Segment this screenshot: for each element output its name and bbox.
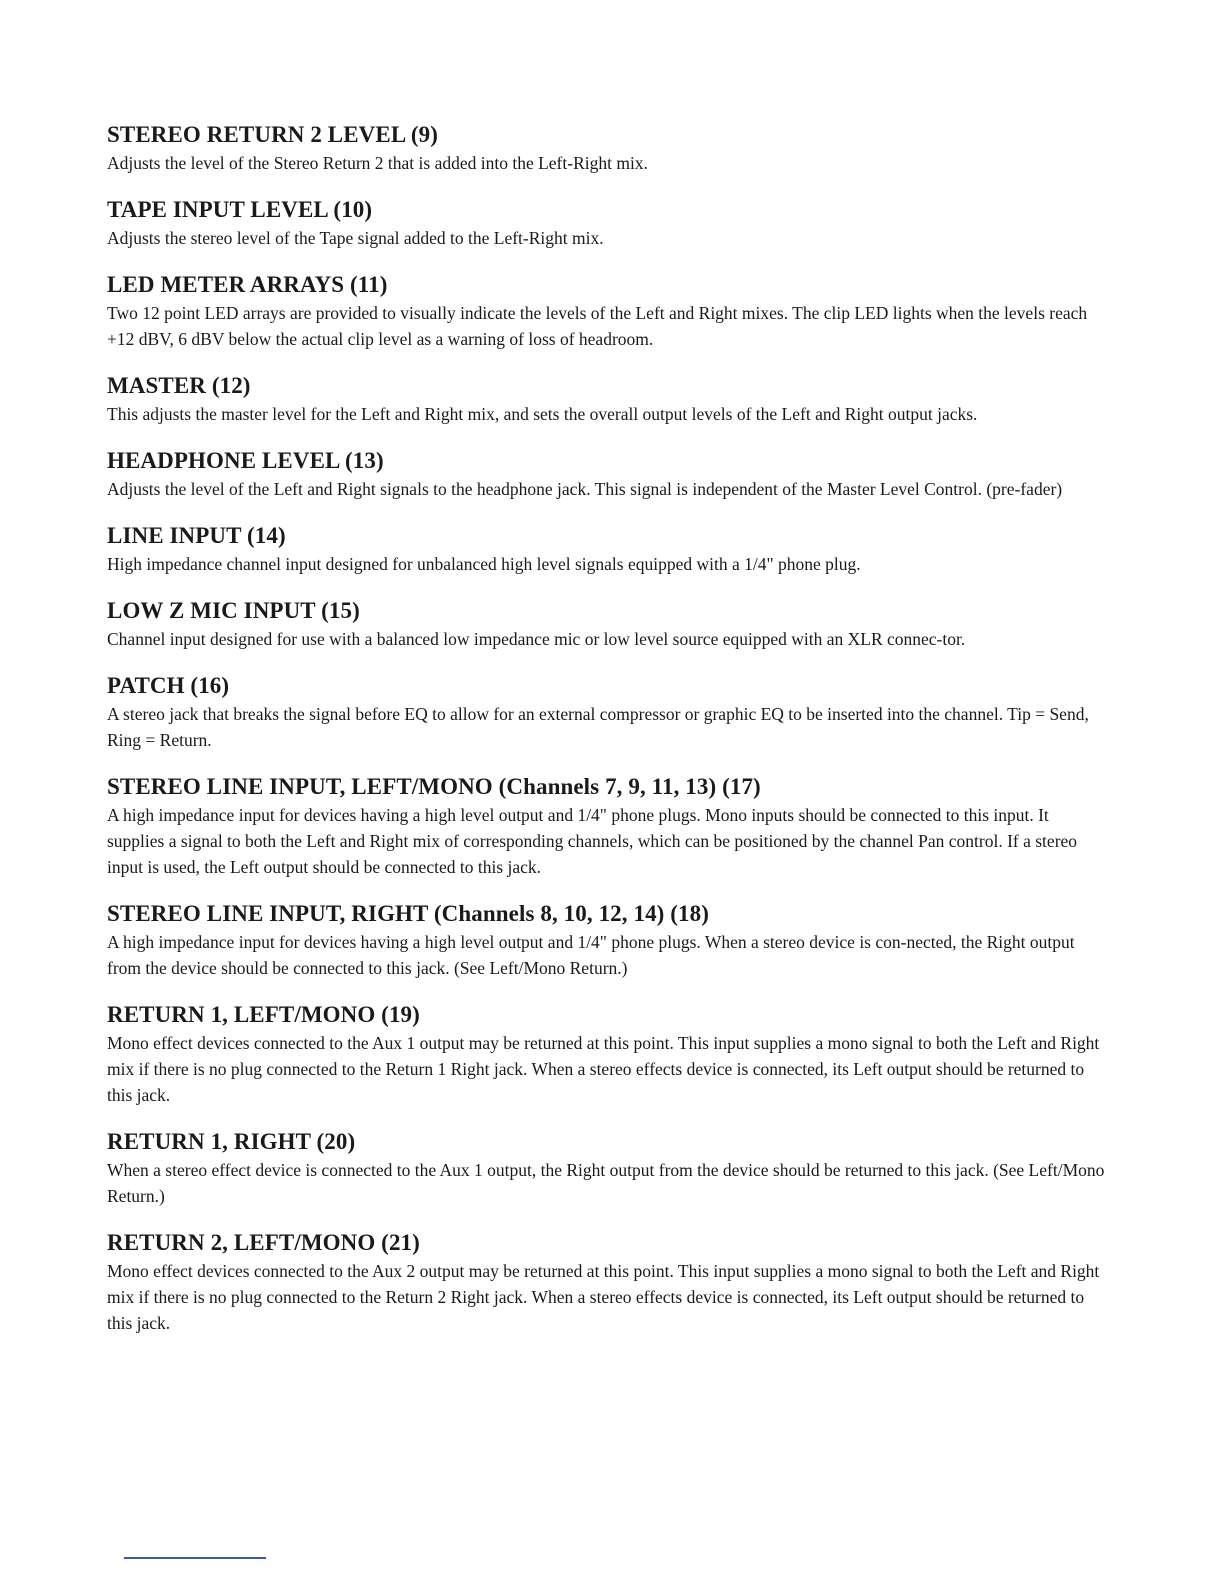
section-return-2-left-mono	[107, 1228, 1107, 1336]
section-body: Mono effect devices connected to the Aux 2 output may be returned at this point. This input supplies a mono signal to both the Left and Right mix if there is no plug connected to the Return 2 Right jack. When a stereo effects device is connected, its Left output should be returned to this jack.	[107, 1261, 1100, 1333]
section-heading: STEREO LINE INPUT, RIGHT (Channels 8, 10, 12, 14) (18)	[107, 901, 709, 926]
section-heading: TAPE INPUT LEVEL (10)	[107, 197, 373, 222]
section-body: When a stereo effect device is connected to the Aux 1 output, the Right output from the device should be returned to this jack. (See Left/Mono Return.)	[107, 1160, 1105, 1206]
section-heading: MASTER (12)	[107, 373, 251, 398]
section-stereo-return-2-level	[107, 120, 1107, 176]
section-body: High impedance channel input designed for unbalanced high level signals equipped with a 1/4" phone plug.	[107, 554, 861, 574]
section-heading: HEADPHONE LEVEL (13)	[107, 448, 384, 473]
document-page	[107, 120, 1107, 1355]
section-body: Adjusts the level of the Left and Right signals to the headphone jack. This signal is independent of the Master Level Control. (pre-fader)	[107, 479, 1063, 499]
section-return-1-right	[107, 1127, 1107, 1209]
section-stereo-line-input-left-mono	[107, 772, 1107, 880]
section-return-1-left-mono	[107, 1000, 1107, 1108]
section-heading: PATCH (16)	[107, 673, 230, 698]
section-body: Channel input designed for use with a balanced low impedance mic or low level source equipped with an XLR connec-tor.	[107, 629, 966, 649]
section-heading: RETURN 1, RIGHT (20)	[107, 1129, 356, 1154]
section-master	[107, 371, 1107, 427]
section-led-meter-arrays	[107, 270, 1107, 352]
section-body: Adjusts the stereo level of the Tape signal added to the Left-Right mix.	[107, 228, 604, 248]
section-body: Adjusts the level of the Stereo Return 2 that is added into the Left-Right mix.	[107, 153, 648, 173]
section-low-z-mic-input	[107, 596, 1107, 652]
section-headphone-level	[107, 446, 1107, 502]
section-body: Mono effect devices connected to the Aux 1 output may be returned at this point. This input supplies a mono signal to both the Left and Right mix if there is no plug connected to the Return 1 Right jack. When a stereo effects device is connected, its Left output should be returned to this jack.	[107, 1033, 1100, 1105]
section-heading: STEREO RETURN 2 LEVEL (9)	[107, 122, 438, 147]
section-body: A stereo jack that breaks the signal before EQ to allow for an external compressor or graphic EQ to be inserted into the channel. Tip = Send, Ring = Return.	[107, 704, 1089, 750]
section-heading: LINE INPUT (14)	[107, 523, 286, 548]
section-heading: RETURN 1, LEFT/MONO (19)	[107, 1002, 420, 1027]
section-heading: LED METER ARRAYS (11)	[107, 272, 388, 297]
section-tape-input-level	[107, 195, 1107, 251]
section-heading: STEREO LINE INPUT, LEFT/MONO (Channels 7, 9, 11, 13) (17)	[107, 774, 761, 799]
section-body: Two 12 point LED arrays are provided to visually indicate the levels of the Left and Right mixes. The clip LED lights when the levels reach +12 dBV, 6 dBV below the actual clip level as a warning of loss of headroom.	[107, 303, 1088, 349]
section-patch	[107, 671, 1107, 753]
section-heading: LOW Z MIC INPUT (15)	[107, 598, 360, 623]
section-heading: RETURN 2, LEFT/MONO (21)	[107, 1230, 420, 1255]
footer-rule	[124, 1557, 266, 1559]
section-body: This adjusts the master level for the Left and Right mix, and sets the overall output levels of the Left and Right output jacks.	[107, 404, 978, 424]
section-body: A high impedance input for devices having a high level output and 1/4" phone plugs. Mono inputs should be connected to this input. It supplies a signal to both the Left and Right mix of corresponding channels, which can be positioned by the channel Pan control. If a stereo input is used, the Left output should be connected to this jack.	[107, 805, 1078, 877]
section-stereo-line-input-right	[107, 899, 1107, 981]
section-body: A high impedance input for devices having a high level output and 1/4" phone plugs. When a stereo device is con-nected, the Right output from the device should be connected to this jack. (See Left/Mono Return.)	[107, 932, 1075, 978]
section-line-input	[107, 521, 1107, 577]
